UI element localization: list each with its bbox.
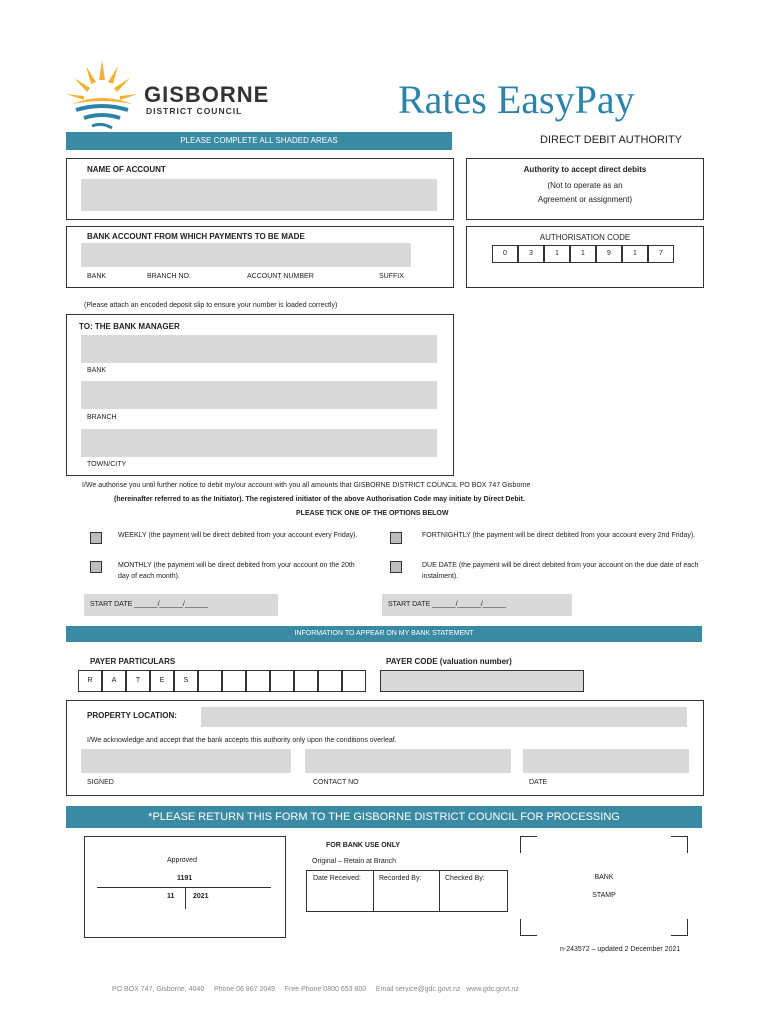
tick-one-heading: PLEASE TICK ONE OF THE OPTIONS BELOW	[296, 510, 449, 517]
start-date-right[interactable]: START DATE ______/______/______	[382, 594, 572, 616]
auth-digit: 9	[596, 245, 622, 263]
bank-stamp-area	[520, 836, 688, 936]
property-location-label: PROPERTY LOCATION:	[87, 711, 177, 720]
property-location-field[interactable]	[201, 707, 687, 727]
payer-particulars-label: PAYER PARTICULARS	[90, 657, 176, 666]
date-received-label: Date Received:	[313, 875, 361, 882]
fortnightly-option-label: FORTNIGHTLY (the payment will be direct debited from your account every 2nd Friday).	[422, 532, 696, 539]
auth-digit: 1	[544, 245, 570, 263]
auth-digit: 3	[518, 245, 544, 263]
approved-label: Approved	[167, 857, 197, 864]
code-1191: 1191	[177, 875, 193, 882]
date-field[interactable]	[523, 749, 689, 773]
shaded-banner: PLEASE COMPLETE ALL SHADED AREAS	[66, 132, 452, 150]
contact-field[interactable]	[305, 749, 511, 773]
date-label: DATE	[529, 779, 548, 786]
rates-letter: A	[102, 670, 126, 692]
authorise-text-2: (hereinafter referred to as the Initiator). The registered initiator of the above Authorisation Code may initiate by Direct Debit.	[114, 496, 525, 503]
account-number-label: ACCOUNT NUMBER	[247, 273, 314, 280]
original-label: Original – Retain at Branch	[312, 858, 397, 865]
monthly-option-label: MONTHLY (the payment will be direct debited from your account on the 20th day of each month).	[118, 562, 355, 580]
checked-by-label: Checked By:	[445, 875, 485, 882]
suffix-label: SUFFIX	[379, 273, 404, 280]
payer-code-label: PAYER CODE (valuation number)	[386, 657, 512, 666]
rates-letter: E	[150, 670, 174, 692]
auth-digit: 7	[648, 245, 674, 263]
acknowledge-text: I/We acknowledge and accept that the bank accepts this authority only upon the conditions overleaf.	[87, 737, 397, 744]
info-banner: INFORMATION TO APPEAR ON MY BANK STATEMENT	[66, 626, 702, 642]
auth-digit: 1	[570, 245, 596, 263]
branch-field[interactable]	[81, 381, 437, 409]
town-field[interactable]	[81, 429, 437, 457]
page-title: Rates EasyPay	[398, 77, 635, 122]
signed-label: SIGNED	[87, 779, 114, 786]
code-2021: 2021	[193, 893, 209, 900]
payer-code-field[interactable]	[380, 670, 584, 692]
recorded-by-label: Recorded By:	[379, 875, 422, 882]
bank-use-table	[306, 870, 508, 912]
contact-label: CONTACT NO	[313, 779, 359, 786]
attach-note: (Please attach an encoded deposit slip to ensure your number is loaded correctly)	[84, 302, 338, 309]
authority-box	[466, 158, 704, 220]
rates-letter: T	[126, 670, 150, 692]
name-of-account-label: NAME OF ACCOUNT	[87, 165, 166, 174]
weekly-option-label: WEEKLY (the payment will be direct debited from your account every Friday).	[118, 532, 358, 539]
account-name-field[interactable]	[81, 179, 437, 211]
auth-code-label: AUTHORISATION CODE	[539, 233, 631, 242]
rates-letter: S	[174, 670, 198, 692]
authorise-text: I/We authorise you until further notice to debit my/our account with you all amounts that GISBORNE DISTRICT COUNCIL PO BOX 747 Gisborne	[82, 482, 531, 489]
direct-debit-heading: DIRECT DEBIT AUTHORITY	[540, 134, 683, 146]
return-banner: *PLEASE RETURN THIS FORM TO THE GISBORNE DISTRICT COUNCIL FOR PROCESSING	[66, 806, 702, 828]
approved-box	[84, 836, 286, 938]
logo	[62, 58, 297, 136]
auth-digit: 1	[622, 245, 648, 263]
logo-sub: DISTRICT COUNCIL	[146, 106, 243, 116]
bank-label: BANK	[87, 273, 107, 280]
sun-wave-icon	[62, 58, 142, 136]
bank-name-field[interactable]	[81, 335, 437, 363]
stamp-bank-label: BANK	[594, 874, 614, 881]
bank-field-label: BANK	[87, 367, 107, 374]
authority-line3: Agreement or assignment)	[537, 195, 633, 204]
footer-contact: PO BOX 747, Gisborne, 4040 Phone 06 867 2049 Free Phone 0800 653 800 Email service@gdc.govt.nz www.gdc.govt.nz	[112, 986, 519, 993]
fortnightly-checkbox[interactable]	[390, 532, 402, 544]
bank-account-box	[66, 226, 454, 288]
code-11: 11	[167, 893, 175, 900]
signed-field[interactable]	[81, 749, 291, 773]
name-of-account-box	[66, 158, 454, 220]
bank-account-label: BANK ACCOUNT FROM WHICH PAYMENTS TO BE MADE	[87, 232, 305, 241]
branch-no-label: BRANCH NO.	[147, 273, 191, 280]
payer-particulars-cells[interactable]	[78, 670, 366, 692]
auth-digit: 0	[492, 245, 518, 263]
start-date-left[interactable]: START DATE ______/______/______	[84, 594, 278, 616]
stamp-label: STAMP	[592, 892, 616, 899]
logo-name: GISBORNE	[144, 82, 270, 107]
to-bank-manager: TO: THE BANK MANAGER	[79, 322, 180, 331]
bank-account-cells[interactable]	[81, 243, 421, 267]
reference-note: n-243572 – updated 2 December 2021	[560, 946, 681, 953]
due-date-checkbox[interactable]	[390, 561, 402, 573]
due-date-option-label: DUE DATE (the payment will be direct debited from your account on the due date of each instalment).	[422, 562, 699, 580]
rates-letter: R	[78, 670, 102, 692]
authority-line1: Authority to accept direct debits	[523, 165, 647, 174]
property-box	[66, 700, 704, 796]
town-field-label: TOWN/CITY	[87, 461, 127, 468]
for-bank-use-label: FOR BANK USE ONLY	[326, 842, 401, 849]
weekly-checkbox[interactable]	[90, 532, 102, 544]
monthly-checkbox[interactable]	[90, 561, 102, 573]
authority-line2: (Not to operate as an	[547, 181, 623, 190]
branch-field-label: BRANCH	[87, 414, 117, 421]
auth-code-box	[466, 226, 704, 288]
bank-manager-box	[66, 314, 454, 476]
